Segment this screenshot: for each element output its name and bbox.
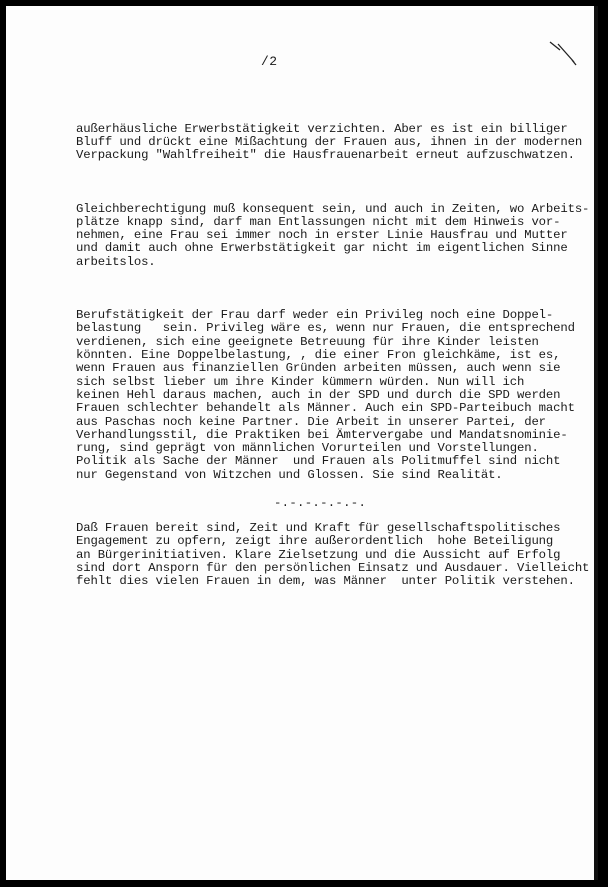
- paragraph: [76, 309, 576, 482]
- text-line: Gleichberechtigung muß konsequent sein, und auch in Zeiten, wo Arbeits-: [76, 201, 590, 216]
- text-line: plätze knapp sind, darf man Entlassungen nicht mit dem Hinweis vor-: [76, 214, 561, 229]
- text-line: Politik als Sache der Männer und Frauen als Politmuffel sind nicht: [76, 454, 561, 469]
- page-number: /2: [261, 54, 278, 69]
- text-line: Verpackung "Wahlfreiheit" die Hausfrauenarbeit erneut aufzuschwatzen.: [76, 148, 575, 163]
- paragraph: [76, 521, 590, 589]
- end-mark: -.-.-.-.-.-.: [274, 496, 367, 510]
- text-line: Bluff und drückt eine Mißachtung der Frauen aus, ihnen in der modernen: [76, 134, 583, 149]
- text-line: belastung sein. Privileg wäre es, wenn nur Frauen, die entsprechend: [76, 321, 575, 336]
- text-line: Frauen schlechter behandelt als Männer. Auch ein SPD-Parteibuch macht: [76, 401, 575, 416]
- text-line: Berufstätigkeit der Frau darf weder ein Privileg noch eine Doppel-: [76, 308, 554, 323]
- text-line: sind dort Ansporn für den persönlichen Einsatz und Ausdauer. Vielleicht: [76, 561, 590, 575]
- text-line: verdienen, sich eine geeignete Betreuung für ihre Kinder leisten: [76, 334, 539, 349]
- scan-edge: [594, 6, 598, 880]
- document-page: [6, 6, 598, 880]
- text-line: nur Gegenstand von Witzchen und Glossen. Sie sind Realität.: [76, 467, 503, 482]
- text-line: sich selbst lieber um ihre Kinder kümmern würden. Nun will ich: [76, 374, 525, 389]
- text-line: wenn Frauen aus finanziellen Gründen arbeiten müssen, auch wenn sie: [76, 361, 561, 376]
- text-line: Verhandlungsstil, die Praktiken bei Ämtervergabe und Mandatsnominie-: [76, 427, 568, 442]
- text-line: rung, sind geprägt von männlichen Vorurteilen und Vorstellungen.: [76, 441, 539, 456]
- text-line: aus Paschas noch keine Partner. Die Arbeit in unserer Partei, der: [76, 414, 546, 429]
- paragraph: [76, 121, 583, 163]
- body-text: [76, 96, 590, 629]
- paragraph: [76, 201, 590, 269]
- text-line: könnten. Eine Doppelbelastung, , die einer Fron gleichkäme, ist es,: [76, 348, 561, 363]
- text-line: fehlt dies vielen Frauen in dem, was Männer unter Politik verstehen.: [76, 574, 575, 589]
- text-line: Engagement zu opfern, zeigt ihre außerordentlich hohe Beteiligung: [76, 534, 554, 549]
- text-line: und damit auch ohne Erwerbstätigkeit gar nicht im eigentlichen Sinne: [76, 241, 568, 256]
- text-line: nehmen, eine Frau sei immer noch in erster Linie Hausfrau und Mutter: [76, 228, 568, 243]
- corner-pen-mark: [548, 38, 578, 68]
- text-line: arbeitslos.: [76, 254, 156, 269]
- text-line: an Bürgerinitiativen. Klare Zielsetzung und die Aussicht auf Erfolg: [76, 547, 561, 562]
- text-line: außerhäusliche Erwerbstätigkeit verzichten. Aber es ist ein billiger: [76, 121, 568, 136]
- text-line: Daß Frauen bereit sind, Zeit und Kraft für gesellschaftspolitisches: [76, 521, 561, 536]
- text-line: keinen Hehl daraus machen, auch in der SPD und durch die SPD werden: [76, 387, 561, 402]
